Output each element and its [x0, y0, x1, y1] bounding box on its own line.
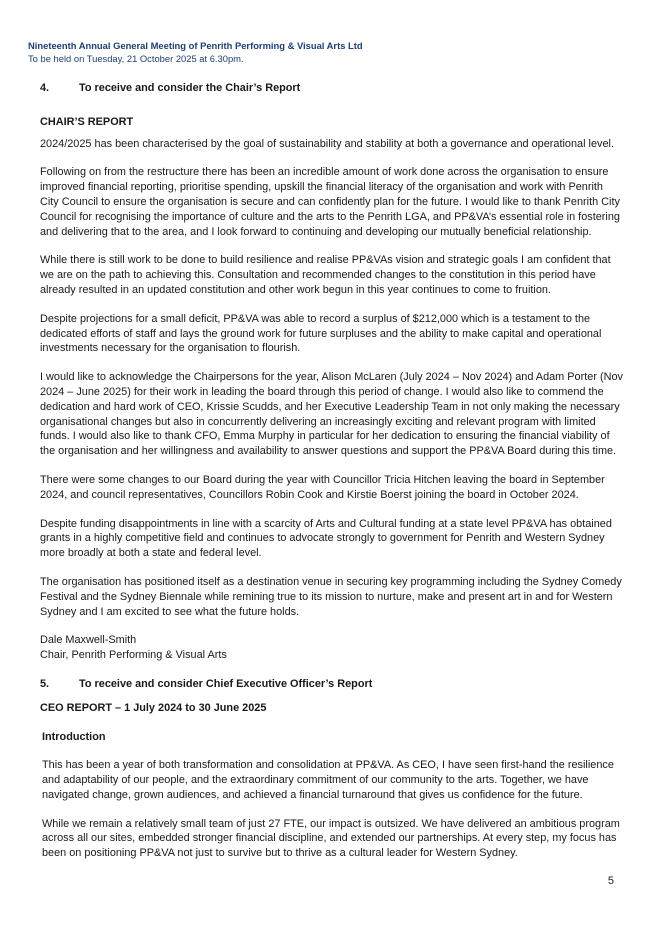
ceo-paragraph: While we remain a relatively small team of just 27 FTE, our impact is outsized. We have delivered an ambitious program across all our sites, embedded stronger financial discipline, and extended our partnerships. At every step, my focus has been on positioning PP&VA not just to survive but to thrive as a cultural leader for Western Sydney.: [42, 817, 620, 860]
ceo-paragraph: This has been a year of both transformation and consolidation at PP&VA. As CEO, I have seen first-hand the resilience and adaptability of our people, and the extraordinary commitment of our community to the arts. Together, we have navigated change, grown audiences, and achieved a financial turnaround that gives us confidence for the future.: [42, 759, 614, 801]
section-number: 4.: [40, 82, 50, 94]
chair-paragraph: Following on from the restructure there has been an incredible amount of work done across the organisation to ensure improved financial reporting, prioritise spending, upskill the financial literacy of the organisation and work with Penrith City Council to ensure the organisation is secure and can confidently plan for the future. I would like to thank Penrith City Council for recognising the importance of culture and the arts to the Penrith LGA, and PP&VA’s essential role in fostering and delivering that to the area, and I look forward to continuing and developing our mutually beneficial relationship.: [40, 166, 620, 238]
signatory-role: Chair, Penrith Performing & Visual Arts: [40, 649, 227, 662]
section-title: To receive and consider Chief Executive Officer’s Report: [79, 677, 373, 690]
section-number: 5.: [40, 677, 50, 690]
page-content: [40, 81, 624, 861]
page-number: 5: [607, 875, 614, 887]
chair-paragraph: There were some changes to our Board during the year with Councillor Tricia Hitchen leaving the board in September 2024, and council representatives, Councillors Robin Cook and Kirstie Boerst joining the board in October 2024.: [40, 473, 605, 501]
section-title: To receive and consider the Chair’s Report: [79, 82, 301, 94]
chair-paragraph: Despite funding disappointments in line with a scarcity of Arts and Cultural funding at a state level PP&VA has obtained grants in a highly competitive field and continues to advocate strongly to government for Penrith and Western Sydney more broadly at both a state and federal level.: [40, 517, 612, 560]
meeting-date: To be held on Tuesday, 21 October 2025 at 6.30pm.: [28, 53, 244, 64]
introduction-heading: Introduction: [42, 730, 106, 743]
signature-block: [40, 633, 624, 663]
chair-paragraph: 2024/2025 has been characterised by the goal of sustainability and stability at both a governance and operational level.: [40, 137, 614, 150]
chair-paragraph: I would like to acknowledge the Chairpersons for the year, Alison McLaren (July 2024 – Nov 2024) and Adam Porter (Nov 2024 – June 2025) for their work in leading the board through this period of change. I would also like to commend the dedication and hard work of CEO, Krissie Scudds, and her Executive Leadership Team in not only making the necessary organisational changes but also in concurrently delivering an increasingly exciting and relevant program with limited funds. I would also like to thank CFO, Emma Murphy in particular for her dedication to ensuring the financial viability of the organisation and her willingness and availability to answer questions and support the PP&VA Board during this time.: [40, 371, 623, 458]
chair-paragraph: While there is still work to be done to build resilience and realise PP&VAs vision and strategic goals I am confident that we are on the path to achieving this. Consultation and recommended changes to the constitution in this period have already resulted in an updated constitution and other work begun in this year continues to come to fruition.: [40, 254, 611, 296]
ceo-report-heading: CEO REPORT – 1 July 2024 to 30 June 2025: [40, 701, 267, 714]
meeting-title: Nineteenth Annual General Meeting of Penrith Performing & Visual Arts Ltd: [28, 40, 363, 51]
section-4-heading: [40, 81, 624, 96]
section-5-heading: [40, 677, 624, 692]
chair-paragraph: Despite projections for a small deficit, PP&VA was able to record a surplus of $212,000 which is a testament to the dedicated efforts of staff and lays the ground work for future surpluses and the ability to make capital and operational investments necessary for the organisation to flourish.: [40, 312, 602, 355]
chair-report-heading: CHAIR’S REPORT: [40, 115, 134, 128]
document-header: [28, 39, 363, 65]
signatory-name: Dale Maxwell-Smith: [40, 634, 137, 647]
chair-paragraph: The organisation has positioned itself as a destination venue in securing key programming including the Sydney Comedy Festival and the Sydney Biennale while remining true to its mission to nurture, make and present art in and for Western Sydney and I am excited to see what the future holds.: [40, 575, 622, 618]
